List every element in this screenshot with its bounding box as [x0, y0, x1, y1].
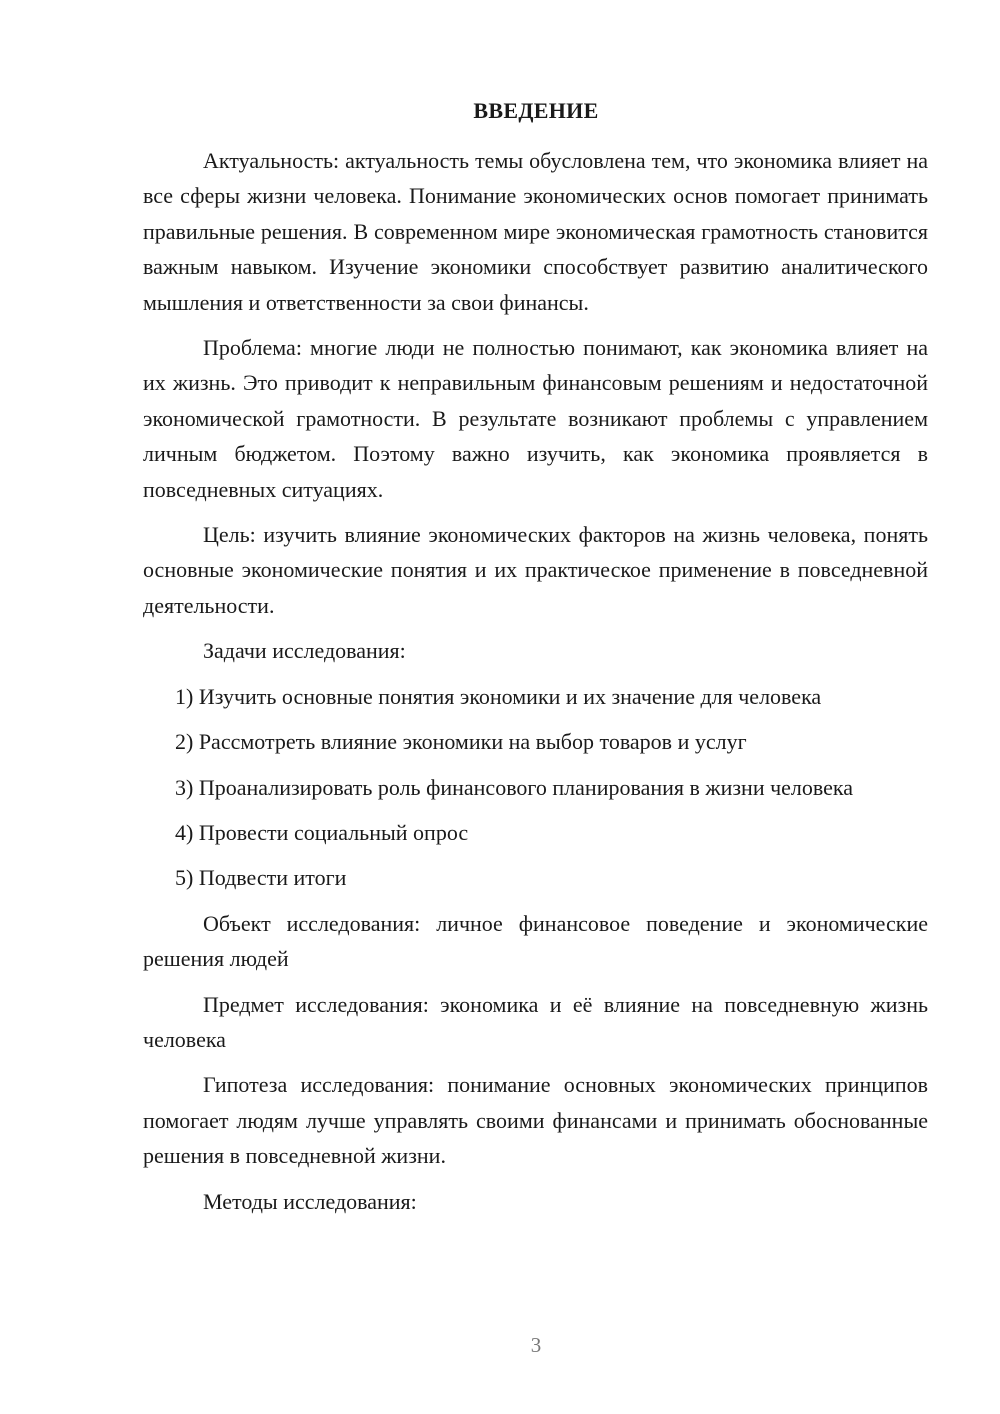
goal-paragraph: Цель: изучить влияние экономических факторов на жизнь человека, понять основные экономические понятия и их практическое применение в повседневной деятельности. — [143, 522, 928, 618]
list-item: 5) Подвести итоги — [175, 865, 347, 891]
relevance-paragraph: Актуальность: актуальность темы обусловлена тем, что экономика влияет на все сферы жизни человека. Понимание экономических основ помогает принимать правильные решения. В современном мире экономическая грамотность становится важным навыком. Изучение экономики способствует развитию аналитического мышления и ответственности за свои финансы. — [143, 148, 928, 315]
object-paragraph: Объект исследования: личное финансовое поведение и экономические решения людей — [143, 910, 928, 972]
list-item: 2) Рассмотреть влияние экономики на выбор товаров и услуг — [175, 729, 747, 755]
subject-paragraph: Предмет исследования: экономика и её влияние на повседневную жизнь человека — [143, 991, 928, 1052]
methods-heading: Методы исследования: — [203, 1188, 417, 1214]
problem-paragraph: Проблема: многие люди не полностью понимают, как экономика влияет на их жизнь. Это приводит к неправильным финансовым решениям и недостаточной экономической грамотности. В результате возникают проблемы с управлением личным бюджетом. Поэтому важно изучить, как экономика проявляется в повседневных ситуациях. — [143, 335, 928, 502]
page-title: ВВЕДЕНИЕ — [473, 98, 599, 123]
page-content — [143, 143, 928, 1219]
tasks-heading: Задачи исследования: — [203, 638, 406, 664]
page-number: 3 — [530, 1333, 542, 1357]
tasks-list — [143, 679, 928, 896]
list-item: 3) Проанализировать роль финансового планирования в жизни человека — [175, 774, 854, 800]
list-item: 4) Провести социальный опрос — [175, 819, 469, 845]
list-item: 1) Изучить основные понятия экономики и их значение для человека — [175, 683, 822, 709]
hypothesis-paragraph: Гипотеза исследования: понимание основных экономических принципов помогает людям лучше управлять своими финансами и принимать обоснованные решения в повседневной жизни. — [143, 1072, 928, 1169]
